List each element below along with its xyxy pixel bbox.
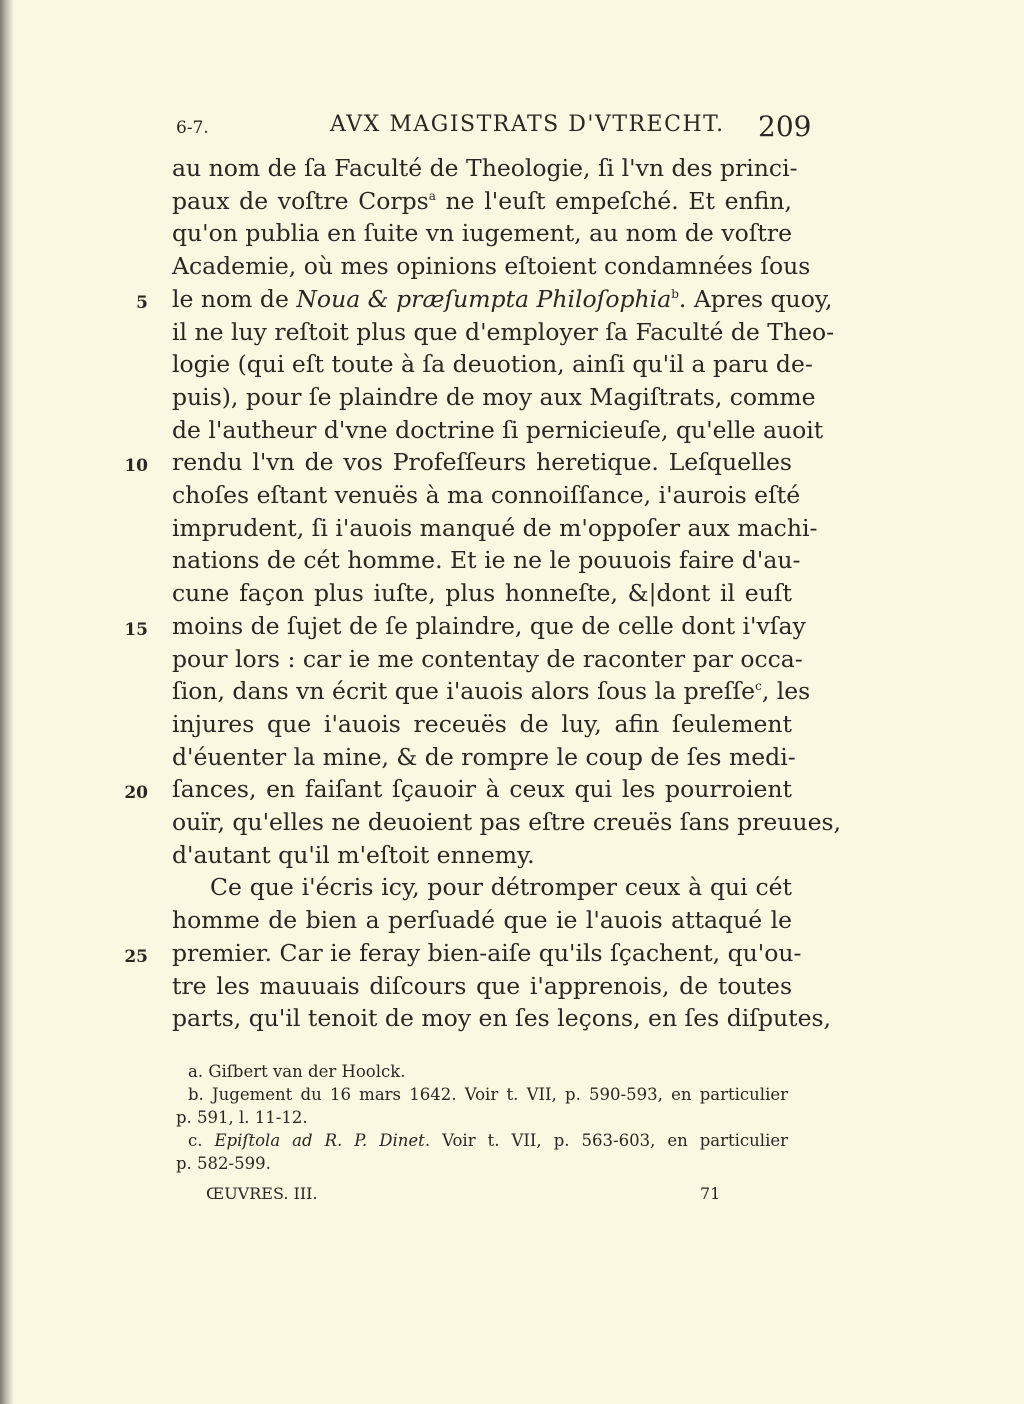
footnote-line — [0, 1129, 1024, 1153]
line-number: 25 — [124, 946, 148, 967]
line-text — [172, 708, 792, 741]
text-run: au nom de ſa Faculté de Theologie, ſi l'vn des princi- — [172, 154, 798, 182]
text-line — [0, 970, 1024, 1003]
text-run: ouïr, qu'elles ne deuoient pas eſtre creuës ſans preuues, — [172, 808, 842, 836]
text-line — [0, 773, 1024, 806]
line-text — [172, 250, 811, 283]
text-run: pour lors : car ie me contentay de raconter par occa- — [172, 644, 803, 673]
text-line — [0, 708, 1024, 741]
footnote-text — [188, 1129, 788, 1152]
text-run: p. 582-599. — [176, 1154, 271, 1173]
footnote-marker[interactable]: b — [671, 286, 679, 301]
text-run: . Voir t. VII, p. 563-603, en particulier — [424, 1131, 789, 1150]
text-run: ſances, en faiſant ſçauoir à ceux qui les pourroient — [172, 775, 792, 804]
text-run: tre les mauuais diſcours que i'apprenois, de toutes — [172, 971, 792, 1000]
text-line — [0, 414, 1024, 447]
text-line — [0, 675, 1024, 708]
text-line — [0, 741, 1024, 774]
line-text — [172, 479, 801, 512]
text-run: cune façon plus iuſte, plus honneſte, &|dont il euſt — [172, 579, 792, 608]
text-run: ne l'euſt empeſché. Et enfin, — [435, 186, 792, 215]
text-run: p. 591, l. 11-12. — [176, 1108, 308, 1127]
text-line — [0, 512, 1024, 545]
line-number: 5 — [136, 292, 148, 313]
text-run: moins de ſujet de ſe plaindre, que de celle dont i'vſay — [172, 611, 806, 640]
text-line — [0, 610, 1024, 643]
line-number: 15 — [124, 619, 148, 640]
text-run: il ne luy reſtoit plus que d'employer ſa Faculté de Theo- — [172, 317, 835, 346]
text-run: . Apres quoy, — [678, 284, 833, 313]
text-line — [0, 643, 1024, 676]
text-run: choſes eſtant venuës à ma connoiſſance, i'aurois eſté — [172, 481, 801, 509]
page-number: 209 — [758, 110, 812, 143]
line-text — [172, 577, 792, 610]
running-title: AVX MAGISTRATS D'VTRECHT. — [330, 112, 725, 137]
line-text — [172, 512, 818, 545]
line-text — [172, 773, 792, 806]
text-line — [0, 577, 1024, 610]
text-run: , les — [761, 677, 811, 706]
line-text — [172, 839, 792, 872]
text-run: paux de voſtre Corps — [172, 186, 429, 215]
text-line — [0, 185, 1024, 218]
line-text — [172, 643, 803, 676]
text-run: a. Giſbert van der Hoolck. — [188, 1062, 406, 1081]
line-text — [172, 937, 802, 970]
footnote-line — [0, 1106, 1024, 1130]
signature-number: 71 — [700, 1184, 721, 1203]
text-run: de l'autheur d'vne doctrine ſi pernicieuſe, qu'elle auoit — [172, 415, 824, 444]
text-run: d'éuenter la mine, & de rompre le coup de ſes medi- — [172, 742, 796, 771]
line-text — [172, 283, 833, 316]
line-text — [172, 904, 792, 937]
line-text — [172, 152, 798, 185]
text-line — [0, 348, 1024, 381]
line-text — [172, 970, 792, 1003]
text-run: logie (qui eſt toute à ſa deuotion, ainſi qu'il a paru de- — [172, 350, 813, 379]
text-line — [0, 937, 1024, 970]
text-line — [0, 1002, 1024, 1035]
line-text — [172, 217, 792, 250]
text-line — [0, 217, 1024, 250]
text-run: qu'on publia en ſuite vn iugement, au nom de voſtre — [172, 219, 792, 248]
text-run: injures que i'auois receuës de luy, afin ſeulement — [172, 709, 792, 738]
volume-signature: ŒUVRES. III. — [206, 1184, 318, 1203]
text-run: premier. Car ie feray bien-aiſe qu'ils ſçachent, qu'ou- — [172, 938, 802, 967]
line-text — [172, 348, 813, 381]
text-line — [0, 871, 1024, 904]
text-line — [0, 446, 1024, 479]
page-footer — [0, 1184, 1024, 1206]
footnote-line — [0, 1060, 1024, 1084]
text-run: Ce que i'écris icy, pour détromper ceux à qui cét — [210, 873, 792, 902]
text-line — [0, 544, 1024, 577]
text-run: nations de cét homme. Et ie ne le pouuois faire d'au- — [172, 546, 801, 575]
text-run: ſion, dans vn écrit que i'auois alors ſous la preſſe — [172, 677, 756, 706]
text-run: homme de bien a perſuadé que ie l'auois attaqué le — [172, 906, 792, 935]
line-text — [172, 806, 842, 839]
footnote-marker[interactable]: a — [428, 188, 436, 203]
line-text — [172, 741, 796, 774]
text-line — [0, 283, 1024, 316]
footnote-text — [188, 1060, 788, 1083]
text-line — [0, 250, 1024, 283]
text-line — [0, 152, 1024, 185]
text-run: rendu l'vn de vos Profeſſeurs heretique. Leſquelles — [172, 448, 792, 477]
line-text — [172, 185, 792, 218]
text-run: le nom de — [172, 284, 297, 313]
line-text — [172, 316, 835, 349]
line-number: 10 — [124, 456, 148, 477]
text-run: d'autant qu'il m'eſtoit ennemy. — [172, 840, 535, 869]
italic-title: Noua & præſumpta Philoſophia — [296, 284, 672, 313]
footnote-text — [176, 1152, 788, 1175]
text-run: Academie, où mes opinions eſtoient condamnées ſous — [172, 252, 811, 281]
text-line — [0, 904, 1024, 937]
line-text — [210, 871, 792, 904]
footnote-text — [176, 1106, 788, 1129]
text-line — [0, 806, 1024, 839]
line-number: 20 — [124, 783, 148, 804]
footnote-line — [0, 1083, 1024, 1107]
text-line — [0, 479, 1024, 512]
text-run: c. — [188, 1131, 215, 1150]
footnote-line — [0, 1152, 1024, 1176]
line-text — [172, 675, 811, 708]
line-text — [172, 610, 806, 643]
line-text — [172, 446, 792, 479]
footnote-text — [188, 1083, 788, 1106]
text-run: imprudent, ſi i'auois manqué de m'oppoſer aux machi- — [172, 513, 818, 542]
line-text — [172, 414, 824, 447]
text-run: parts, qu'il tenoit de moy en ſes leçons, en ſes diſputes, — [172, 1004, 832, 1033]
text-run: b. Jugement du 16 mars 1642. Voir t. VII, p. 590-593, en particulier — [188, 1085, 788, 1104]
section-ref: 6-7. — [176, 118, 209, 138]
line-text — [172, 381, 816, 414]
italic-title: Epiſtola ad R. P. Dinet — [214, 1131, 425, 1150]
footnote-marker[interactable]: c — [755, 679, 762, 694]
text-run: puis), pour ſe plaindre de moy aux Magiſtrats, comme — [172, 382, 816, 411]
text-line — [0, 381, 1024, 414]
text-line — [0, 316, 1024, 349]
running-head — [0, 112, 1024, 148]
line-text — [172, 1002, 832, 1035]
text-line — [0, 839, 1024, 872]
line-text — [172, 544, 801, 577]
